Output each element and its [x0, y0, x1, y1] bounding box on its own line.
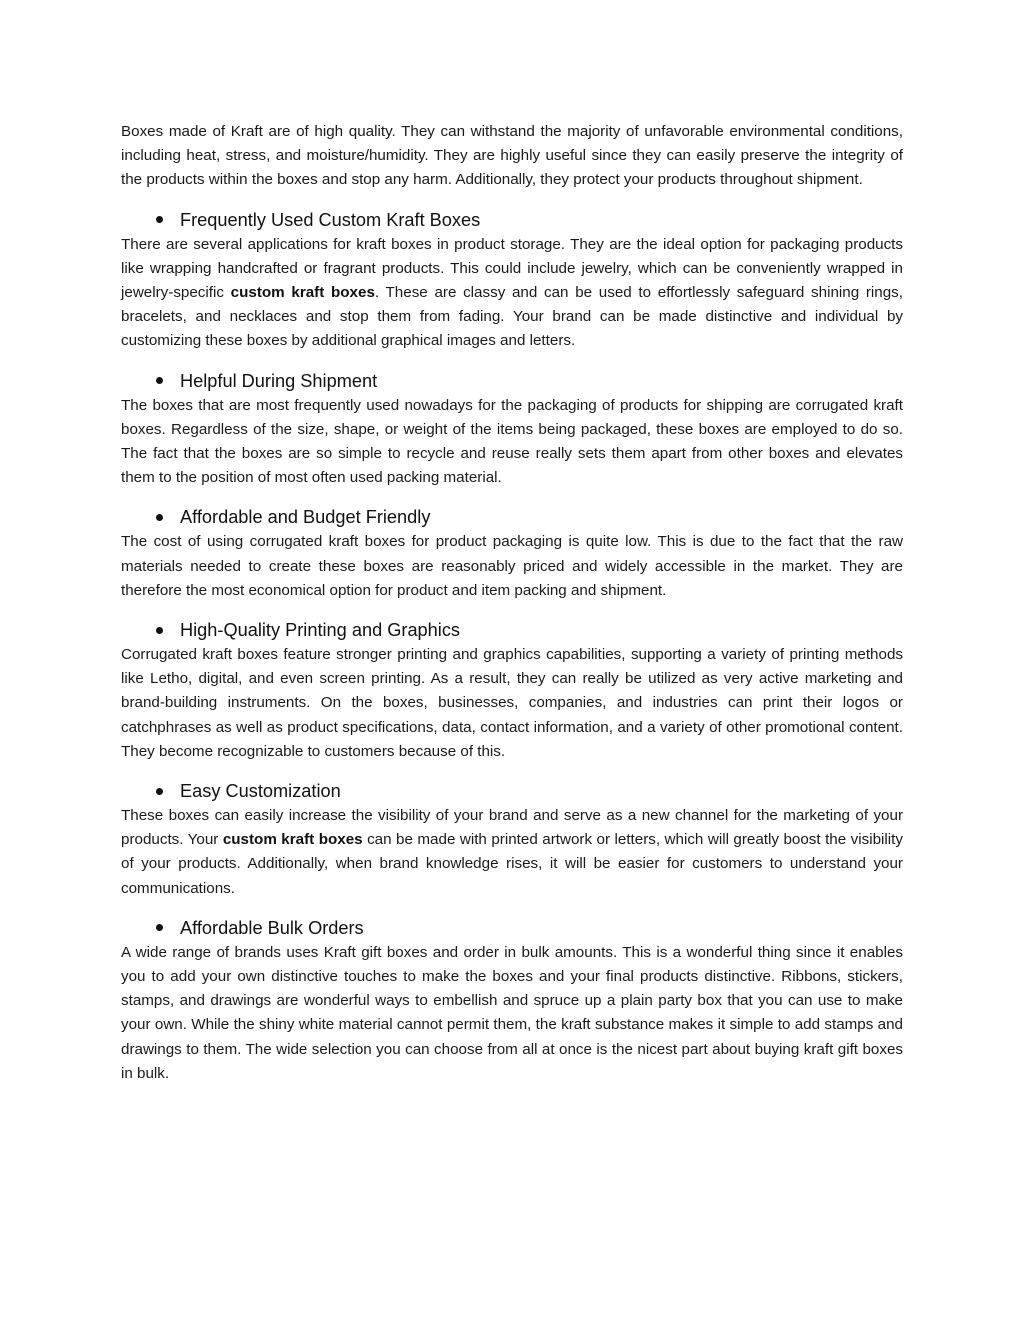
bullet-icon [156, 377, 163, 384]
intro-paragraph: Boxes made of Kraft are of high quality. They can withstand the majority of unfavorable environmental conditions, including heat, stress, and moisture/humidity. They are highly useful since they can easily preserve the integrity of the products within the boxes and stop any harm. Additionally, they protect your products throughout shipment. [121, 123, 903, 189]
section-high-quality-printing [121, 617, 903, 764]
section-affordable-budget [121, 504, 903, 603]
section-heading [121, 207, 903, 233]
paragraph-text: . These are classy and can be used to effortlessly safeguard shining rings, bracelets, and necklaces and stop them from fading. Your brand can be made distinctive and individual by customizing these boxes by additional graphical images and letters. [121, 284, 903, 350]
section-paragraph: The cost of using corrugated kraft boxes for product packaging is quite low. This is due to the fact that the raw materials needed to create these boxes are reasonably priced and widely accessible in the market. They are therefore the most economical option for product and item packing and shipment. [121, 533, 903, 599]
section-paragraph [121, 804, 903, 901]
section-paragraph: The boxes that are most frequently used nowadays for the packaging of products for shipping are corrugated kraft boxes. Regardless of the size, shape, or weight of the items being packaged, these boxes are employed to do so. The fact that the boxes are so simple to recycle and reuse really sets them apart from other boxes and elevates them to the position of most often used packing material. [121, 396, 903, 487]
paragraph-text: There are several applications for kraft boxes in product storage. They are the ideal option for packaging products like wrapping handcrafted or fragrant products. This could include jewelry, which can be conveniently wrapped in jewelry-specific [121, 235, 903, 302]
bullet-icon [156, 788, 163, 795]
bullet-icon [156, 514, 163, 521]
paragraph-text: can be made with printed artwork or letters, which will greatly boost the visibility of your products. Additionally, when brand knowledge rises, it will be easier for customers to understand your communications. [121, 831, 903, 897]
section-heading-text: Affordable and Budget Friendly [180, 507, 431, 528]
section-heading [121, 504, 903, 530]
section-heading [121, 617, 903, 643]
section-heading-text: Affordable Bulk Orders [180, 917, 364, 938]
section-heading-text: Easy Customization [180, 781, 341, 802]
paragraph-text: These boxes can easily increase the visibility of your brand and serve as a new channel for the marketing of your products. Your [121, 807, 903, 849]
bullet-icon [156, 216, 163, 223]
section-frequently-used [121, 207, 903, 354]
section-helpful-shipment [121, 368, 903, 491]
section-easy-customization [121, 778, 903, 901]
section-paragraph: A wide range of brands uses Kraft gift boxes and order in bulk amounts. This is a wonderful thing since it enables you to add your own distinctive touches to make the boxes and your final products distinctive. Ribbons, stickers, stamps, and drawings are wonderful ways to embellish and spruce up a plain party box that you can use to make your own. While the shiny white material cannot permit them, the kraft substance makes it simple to add stamps and drawings to them. The wide selection you can choose from all at once is the nicest part about buying kraft gift boxes in bulk. [121, 943, 903, 1082]
section-paragraph [121, 233, 903, 354]
document-page [121, 120, 903, 1100]
bold-keyword: custom kraft boxes [230, 284, 375, 302]
section-affordable-bulk [121, 915, 903, 1086]
section-heading [121, 915, 903, 941]
section-heading-text: Helpful During Shipment [180, 370, 378, 391]
section-heading [121, 368, 903, 394]
section-heading-text: Frequently Used Custom Kraft Boxes [180, 209, 481, 230]
section-paragraph: Corrugated kraft boxes feature stronger printing and graphics capabilities, supporting a variety of printing methods like Letho, digital, and even screen printing. As a result, they can really be utilized as very active marketing and brand-building instruments. On the boxes, businesses, companies, and industries can print their logos or catchphrases as well as product specifications, data, contact information, and a variety of other promotional content. They become recognizable to customers because of this. [121, 646, 903, 760]
bullet-icon [156, 924, 163, 931]
bold-keyword: custom kraft boxes [222, 831, 363, 849]
bullet-icon [156, 627, 163, 634]
section-heading [121, 778, 903, 804]
section-heading-text: High-Quality Printing and Graphics [180, 620, 461, 641]
